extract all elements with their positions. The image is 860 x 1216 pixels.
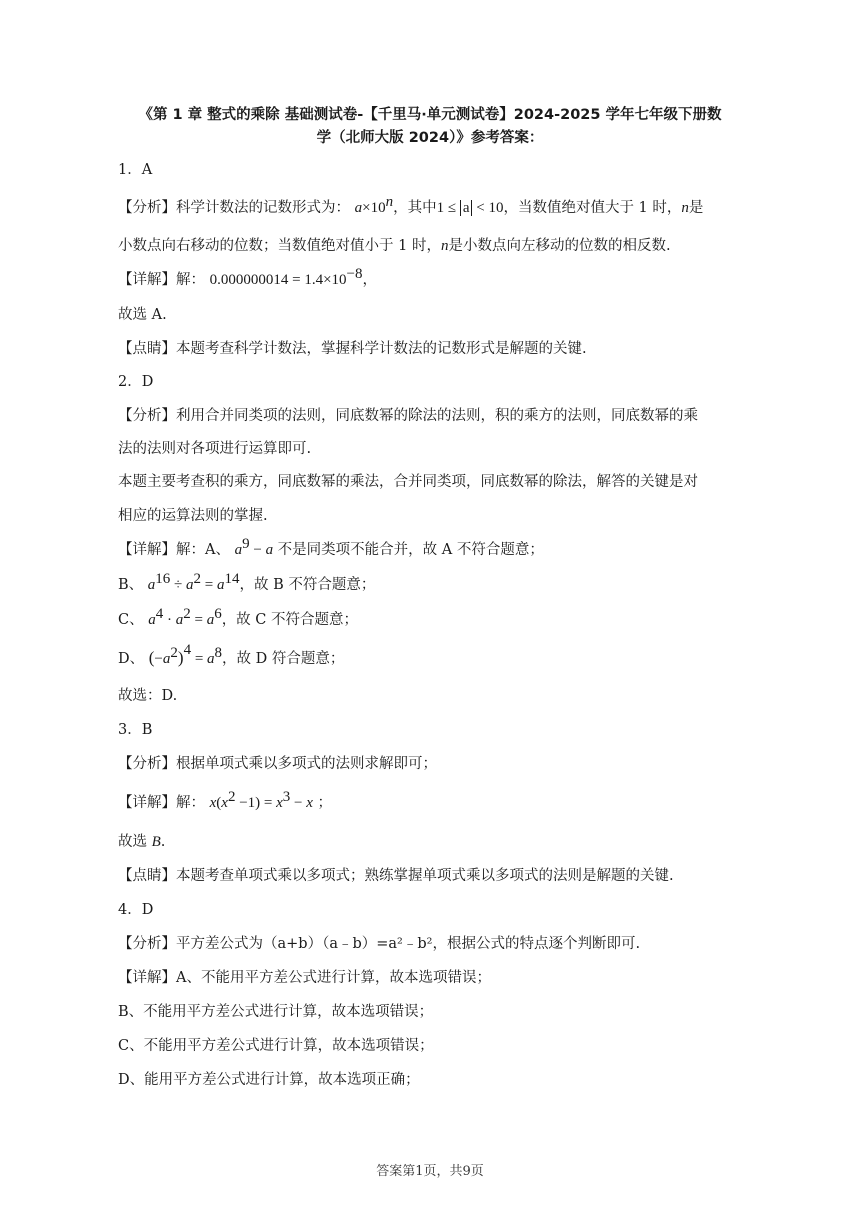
q2-heading: 2．D (118, 374, 154, 390)
q1-analysis-a: 科学计数法的记数形式为： (176, 200, 350, 216)
q1-formula-range: 1 ≤ a < 10 (436, 200, 504, 216)
q2-analysis: 【分析】利用合并同类项的法则，同底数幂的除法的法则，积的乘方的法则，同底数幂的乘 (118, 408, 698, 424)
q3-heading: 3．B (118, 722, 153, 738)
q1-analysis-b: ，其中 (393, 200, 437, 216)
title-line-1: 《第 1 章 整式的乘除 基础测试卷-【千里马·单元测试卷】2024-2025 学年七年级下册数 (138, 107, 722, 123)
q4-detail-c: C、不能用平方差公式进行计算，故本选项错误； (118, 1038, 434, 1054)
q2-detail-c: C、 $a^4 \cdot a^2 = a^6$，故 C 不符合题意； (118, 606, 358, 628)
q2-choose: 故选：D. (118, 688, 178, 704)
q2-detail-d: D、 $(-a^2)^4 = a^8$，故 D 符合题意； (118, 642, 345, 667)
q3-comment: 【点睛】本题考查单项式乘以多项式；熟练掌握单项式乘以多项式的法则是解题的关键. (118, 868, 674, 884)
title-line-2: 学（北师大版 2024）》参考答案： (316, 130, 544, 146)
q1-comment: 【点睛】本题考查科学计数法，掌握科学计数法的记数形式是解题的关键. (118, 341, 587, 357)
q3-choose: 故选 B. (118, 834, 166, 850)
q2-detail-b: B、 $a^{16} \div a^2 = a^{14}$，故 B 不符合题意； (118, 571, 376, 593)
q2-summary-line1: 本题主要考查积的乘方，同底数幂的乘法，合并同类项，同底数幂的除法，解答的关键是对 (118, 474, 698, 490)
q2-detail-a: 【详解】解：A、 $a^9 - a$ 不是同类项不能合并，故 A 不符合题意； (118, 536, 544, 558)
q4-detail-d: D、能用平方差公式进行计算，故本选项正确； (118, 1072, 420, 1088)
q1-analysis-d: 是 (688, 200, 704, 216)
q1-detail: 【详解】解： $0.000000014 = 1.4\times 10^{-8}$， (118, 266, 377, 288)
q1-analysis-tag: 【分析】 (118, 200, 176, 216)
q2-summary-line2: 相应的运算法则的掌握. (118, 508, 268, 524)
q4-detail-b: B、不能用平方差公式进行计算，故本选项错误； (118, 1004, 434, 1020)
q1-analysis-c: ，当数值绝对值大于 1 时， (503, 200, 682, 216)
q3-analysis: 【分析】根据单项式乘以多项式的法则求解即可； (118, 756, 437, 772)
q1-formula-sci: a (354, 200, 363, 216)
q1-detail-formula: 0.000000014 = 1.4×10 (209, 272, 347, 288)
q4-detail-a: 【详解】A、不能用平方差公式进行计算，故本选项错误； (118, 970, 491, 986)
q1-heading: 1．A (118, 162, 153, 178)
document-title (110, 104, 750, 150)
q4-analysis: 【分析】平方差公式为（a+b）（a﹣b）=a²﹣b²，根据公式的特点逐个判断即可. (118, 936, 641, 952)
q2-analysis-line2: 法的法则对各项进行运算即可. (118, 441, 312, 457)
q4-heading: 4．D (118, 902, 154, 918)
q1-choose: 故选 A. (118, 307, 167, 323)
q1-analysis-line2: 小数点向右移动的位数；当数值绝对值小于 1 时，n是小数点向左移动的位数的相反数. (118, 238, 671, 254)
q1-analysis: 【分析】科学计数法的记数形式为： $a\times 10^n$，其中1 ≤ a < 10，当数值绝对值大于 1 时，n是 (118, 194, 704, 216)
q3-detail: 【详解】解： $x(x^2 -1) = x^3 - x$ ； (118, 789, 333, 811)
page-footer: 答案第1页，共9页 (376, 1164, 484, 1179)
